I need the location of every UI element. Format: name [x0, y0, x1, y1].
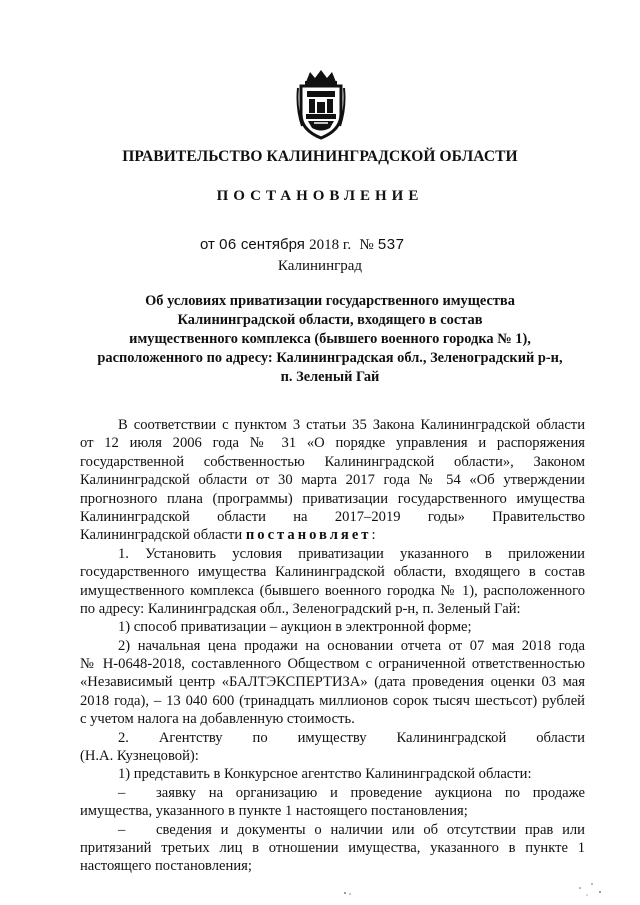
body-line: № Н-0648-2018, составленного Обществом с ограниченной ответственностью: [80, 656, 585, 673]
date-number-line: [200, 236, 404, 254]
body-line: 1) способ приватизации – аукцион в электронной форме;: [118, 619, 472, 636]
body-line: «Независимый центр «БАЛТЭКСПЕРТИЗА» (дата проведения оценки 03 мая: [80, 674, 585, 691]
body-text: сведения и документы о наличии или об отсутствии прав или: [156, 821, 585, 838]
body-line: настоящего постановления;: [80, 858, 252, 875]
number-sign: №: [359, 237, 374, 253]
body-text: заявку на организацию и проведение аукциона по продаже: [156, 784, 585, 801]
body-line: 2018 года), – 13 040 600 (тринадцать миллионов сорок тысяч шестьсот) рублей: [80, 692, 585, 709]
document-body: [80, 416, 585, 876]
body-line: с учетом налога на добавленную стоимость.: [80, 711, 355, 728]
dash-marker: –: [118, 784, 126, 801]
date-year: 2018 г.: [309, 237, 352, 253]
date-month: сентября: [240, 236, 305, 253]
resolves-word: постановляет: [245, 527, 372, 544]
body-line: (Н.А. Кузнецовой):: [80, 748, 199, 765]
body-line: имущества, указанного в пункте 1 настоящего постановления;: [80, 803, 468, 820]
document-type-heading: ПОСТАНОВЛЕНИЕ: [216, 188, 424, 204]
body-line: В соответствии с пунктом 3 статьи 35 Закона Калининградской области: [118, 417, 585, 433]
body-line: имущественного комплекса (бывшего военного городка № 1), расположенного: [80, 582, 585, 599]
date-day: 06: [219, 236, 237, 253]
date-prefix: от: [200, 236, 215, 253]
dash-marker: –: [118, 821, 126, 838]
body-line: по адресу: Калининградская обл., Зеленоградский р-н, п. Зеленый Гай:: [80, 600, 521, 617]
document-number: 537: [377, 236, 405, 253]
body-line: 2. Агентству по имуществу Калининградской области: [118, 729, 585, 746]
title-line: Об условиях приватизации государственного имущества: [145, 293, 515, 309]
body-line: Калининградской области на 2017–2019 годы» Правительство: [80, 508, 585, 525]
body-line-dash-item: [80, 784, 585, 802]
coat-of-arms-icon: [296, 68, 346, 140]
organization-heading: ПРАВИТЕЛЬСТВО КАЛИНИНГРАДСКОЙ ОБЛАСТИ: [122, 148, 518, 165]
title-line: Калининградской области, входящего в состав: [177, 312, 483, 328]
body-line: государственной собственностью Калининградской области», Законом: [80, 453, 585, 470]
title-line: имущественного комплекса (бывшего военного городка № 1),: [129, 331, 531, 347]
body-line: государственного имущества Калининградской области, входящего в состав: [80, 564, 585, 581]
body-line: прогнозного плана (программы) приватизации государственного имущества: [80, 490, 585, 507]
body-line: 2) начальная цена продажи на основании отчета от 07 мая 2018 года: [118, 637, 585, 654]
body-text: :: [371, 527, 376, 544]
body-line-resolves: [80, 526, 585, 544]
body-line: притязаний третьих лиц в отношении имущества, указанного в пункте 1: [80, 839, 585, 856]
city: Калининград: [277, 258, 363, 274]
title-line: расположенного по адресу: Калининградская обл., Зеленоградский р-н,: [97, 350, 563, 366]
document-title: [80, 292, 580, 387]
body-line: 1. Установить условия приватизации указанного в приложении: [118, 545, 585, 562]
body-line-dash-item: [80, 821, 585, 839]
body-line: от 12 июля 2006 года № 31 «О порядке управления и распоряжения: [80, 435, 585, 452]
body-text: Калининградской области: [80, 527, 246, 544]
body-line: Калининградской области от 30 марта 2017 года № 54 «Об утверждении: [80, 472, 585, 489]
body-line: 1) представить в Конкурсное агентство Калининградской области:: [118, 766, 532, 783]
title-line: п. Зеленый Гай: [280, 369, 380, 385]
